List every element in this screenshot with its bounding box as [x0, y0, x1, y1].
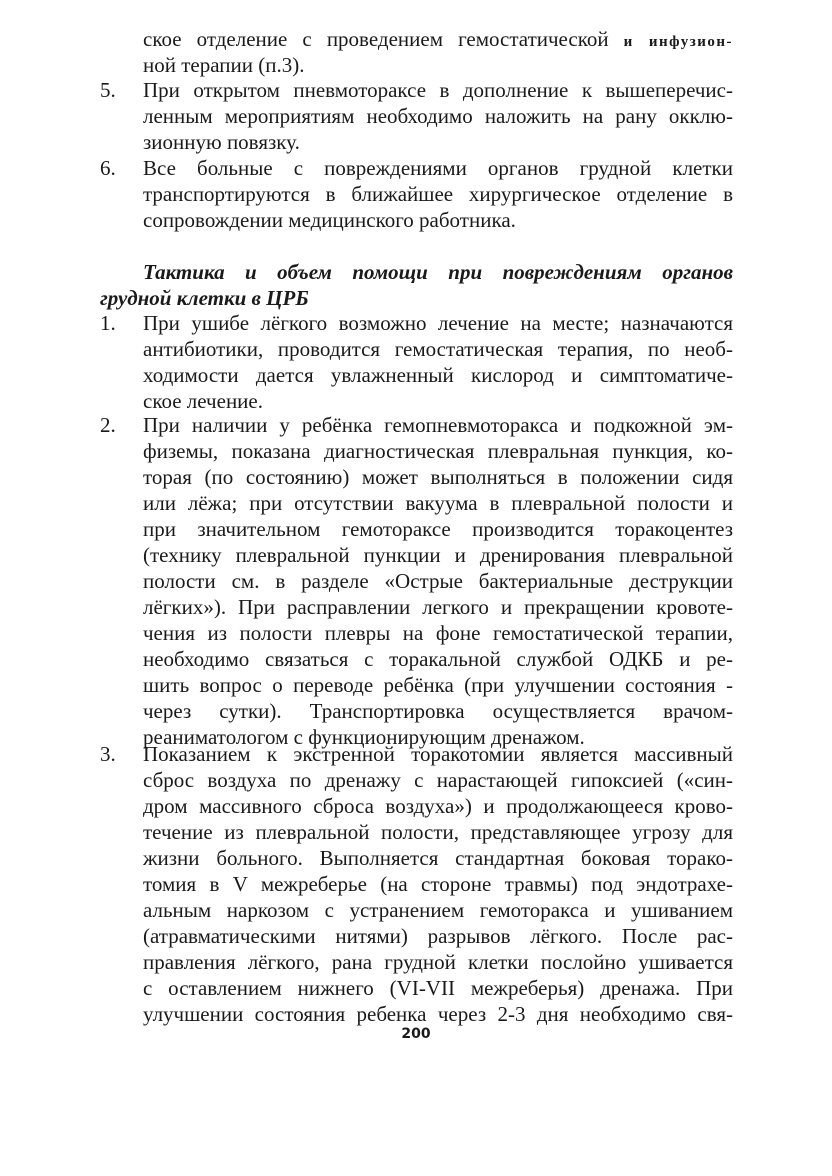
text-line: сопровождении медицинского работника.	[143, 208, 516, 232]
section-heading-line: грудной клетки в ЦРБ	[100, 286, 309, 310]
text-line: Все больные с повреждениями органов грудной клетки	[143, 156, 733, 180]
text-line: транспортируются в ближайшее хирургическое отделение в	[143, 182, 733, 206]
text-line: При открытом пневмотораксе в дополнение к вышеперечис-	[143, 78, 733, 102]
text-fragment-spaced: и инфузион-	[608, 34, 733, 50]
text-line: ское лечение.	[143, 389, 263, 413]
text-line: чения из полости плевры на фоне гемостатической терапии,	[143, 621, 733, 645]
text-line: через сутки). Транспортировка осуществляется врачом-	[143, 699, 733, 723]
list-number: 6.	[100, 156, 116, 180]
text-line: Показанием к экстренной торакотомии является массивный	[143, 742, 733, 766]
text-line: или лёжа; при отсутствии вакуума в плевральной полости и	[143, 491, 733, 515]
text-line: ленным мероприятиям необходимо наложить на рану окклю-	[143, 104, 733, 128]
text-line: шить вопрос о переводе ребёнка (при улучшении состояния -	[143, 673, 733, 697]
list-number: 2.	[100, 413, 116, 437]
text-line: При ушибе лёгкого возможно лечение на месте; назначаются	[143, 311, 733, 335]
text-line: (атравматическими нитями) разрывов лёгкого. После рас-	[143, 924, 733, 948]
text-line: течение из плевральной полости, представляющее угрозу для	[143, 820, 733, 844]
text-line: сброс воздуха по дренажу с нарастающей гипоксией («син-	[143, 768, 733, 792]
text-line: физемы, показана диагностическая плевральная пункция, ко-	[143, 439, 733, 463]
text-line: при значительном гемотораксе производится торакоцентез	[143, 517, 733, 541]
text-line: ходимости дается увлажненный кислород и симптоматиче-	[143, 363, 733, 387]
text-line: При наличии у ребёнка гемопневмоторакса и подкожной эм-	[143, 413, 733, 437]
text-line: полости см. в разделе «Острые бактериальные деструкции	[143, 569, 733, 593]
section-heading-line: Тактика и объем помощи при повреждениям органов	[143, 260, 733, 284]
list-number: 5.	[100, 78, 116, 102]
text-line: альным наркозом с устранением гемоторакса и ушиванием	[143, 898, 733, 922]
text-line: антибиотики, проводится гемостатическая терапия, по необ-	[143, 337, 733, 361]
text-line: лёгких»). При расправлении легкого и прекращении кровоте-	[143, 595, 733, 619]
text-line: ной терапии (п.3).	[143, 53, 305, 77]
list-number: 3.	[100, 742, 116, 766]
page-number: 200	[401, 1026, 431, 1042]
text-line: (технику плевральной пункции и дренирования плевральной	[143, 543, 733, 567]
text-line: зионную повязку.	[143, 130, 300, 154]
text-line: правления лёгкого, рана грудной клетки послойно ушивается	[143, 950, 733, 974]
text-line: дром массивного сброса воздуха») и продолжающееся крово-	[143, 794, 733, 818]
list-number: 1.	[100, 311, 116, 335]
text-line: необходимо связаться с торакальной службой ОДКБ и ре-	[143, 647, 733, 671]
text-line: торая (по состоянию) может выполняться в положении сидя	[143, 465, 733, 489]
text-line: жизни больного. Выполняется стандартная боковая торако-	[143, 846, 733, 870]
text-line	[143, 26, 733, 52]
text-fragment: ское отделение с проведением гемостатической	[143, 27, 609, 51]
text-line: реаниматологом с функционирующим дренажом.	[143, 725, 585, 749]
text-line: с оставлением нижнего (VI-VII межреберья) дренажа. При	[143, 976, 733, 1000]
text-line: улучшении состояния ребенка через 2-3 дня необходимо свя-	[143, 1002, 733, 1026]
text-line: томия в V межреберье (на стороне травмы) под эндотрахе-	[143, 872, 733, 896]
